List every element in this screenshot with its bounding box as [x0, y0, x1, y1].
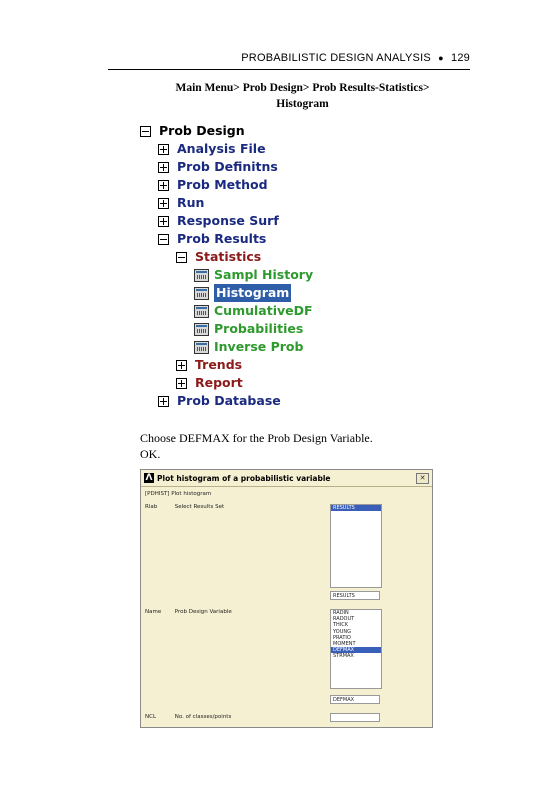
- tree-item-analysis-file[interactable]: Analysis File: [158, 140, 266, 158]
- running-header: [108, 51, 470, 70]
- close-button[interactable]: ✕: [416, 473, 429, 484]
- plot-histogram-dialog: [140, 469, 433, 728]
- rlab-key: Rlab: [145, 504, 158, 510]
- collapse-icon[interactable]: [176, 252, 187, 263]
- ncl-row: [145, 714, 231, 720]
- dialog-title: Plot histogram of a probabilistic variable: [157, 473, 331, 483]
- tree-item-probabilities[interactable]: Probabilities: [194, 320, 303, 338]
- instruction-line2: OK.: [140, 447, 161, 461]
- name-key: Name: [145, 609, 162, 615]
- rlab-desc: Select Results Set: [174, 504, 225, 510]
- ncl-input[interactable]: [330, 713, 380, 722]
- results-set-listbox[interactable]: [330, 504, 382, 588]
- tree-item-prob-definitns[interactable]: Prob Definitns: [158, 158, 278, 176]
- list-item[interactable]: YOUNG: [333, 628, 351, 635]
- page-number: 129: [451, 52, 470, 64]
- list-item[interactable]: STRMAX: [333, 653, 354, 660]
- expand-icon[interactable]: [158, 162, 169, 173]
- running-title: PROBABILISTIC DESIGN ANALYSIS: [241, 52, 431, 64]
- instructions: [140, 430, 373, 462]
- dialog-titlebar[interactable]: [141, 470, 432, 487]
- tree-item-prob-database[interactable]: Prob Database: [158, 392, 281, 410]
- dialog-window-icon: [194, 323, 209, 336]
- expand-icon[interactable]: [158, 396, 169, 407]
- dialog-window-icon: [194, 341, 209, 354]
- instruction-line1: Choose DEFMAX for the Prob Design Variable.: [140, 431, 373, 445]
- design-variable-field[interactable]: DEFMAX: [330, 695, 380, 704]
- dialog-window-icon: [194, 269, 209, 282]
- expand-icon[interactable]: [158, 144, 169, 155]
- tree-item-trends[interactable]: Trends: [176, 356, 242, 374]
- tree-item-response-surf[interactable]: Response Surf: [158, 212, 279, 230]
- name-desc: Prob Design Variable: [174, 609, 232, 615]
- ansys-logo-icon: Λ: [145, 473, 153, 483]
- list-item[interactable]: PRATIO: [333, 634, 351, 641]
- tree-item-histogram[interactable]: Histogram: [194, 284, 291, 302]
- expand-icon[interactable]: [158, 198, 169, 209]
- tree-item-sampl-history[interactable]: Sampl History: [194, 266, 313, 284]
- list-item[interactable]: RADIN: [333, 610, 349, 616]
- ncl-desc: No. of classes/points: [174, 714, 232, 720]
- expand-icon[interactable]: [158, 216, 169, 227]
- expand-icon[interactable]: [158, 180, 169, 191]
- menu-path-line1: Main Menu> Prob Design> Prob Results-Statistics>: [175, 82, 430, 94]
- ncl-key: NCL: [145, 714, 157, 720]
- collapse-icon[interactable]: [140, 126, 151, 137]
- dialog-window-icon: [194, 305, 209, 318]
- expand-icon[interactable]: [176, 360, 187, 371]
- bullet-separator: ●: [438, 53, 444, 63]
- list-item[interactable]: RESULTS: [331, 505, 381, 511]
- tree-item-cumulativedf[interactable]: CumulativeDF: [194, 302, 313, 320]
- list-item[interactable]: MOMENT: [333, 640, 356, 647]
- name-row: [145, 609, 232, 615]
- list-item[interactable]: RADOUT: [333, 616, 355, 623]
- tree-item-prob-design[interactable]: Prob Design: [140, 122, 245, 140]
- command-label: [PDHIST] Plot histogram: [145, 491, 212, 497]
- tree-item-prob-results[interactable]: Prob Results: [158, 230, 266, 248]
- menu-path-line2: Histogram: [276, 98, 329, 110]
- menu-path: [140, 80, 465, 112]
- design-variable-listbox[interactable]: [330, 609, 382, 689]
- rlab-row: [145, 504, 224, 510]
- tree-item-run[interactable]: Run: [158, 194, 204, 212]
- list-item[interactable]: THICK: [333, 622, 349, 629]
- expand-icon[interactable]: [176, 378, 187, 389]
- list-item[interactable]: DEFMAX: [331, 647, 381, 653]
- tree-item-prob-method[interactable]: Prob Method: [158, 176, 268, 194]
- tree-item-report[interactable]: Report: [176, 374, 243, 392]
- tree-item-statistics[interactable]: Statistics: [176, 248, 261, 266]
- tree-item-inverse-prob[interactable]: Inverse Prob: [194, 338, 303, 356]
- results-set-field[interactable]: RESULTS: [330, 591, 380, 600]
- dialog-window-icon: [194, 287, 209, 300]
- collapse-icon[interactable]: [158, 234, 169, 245]
